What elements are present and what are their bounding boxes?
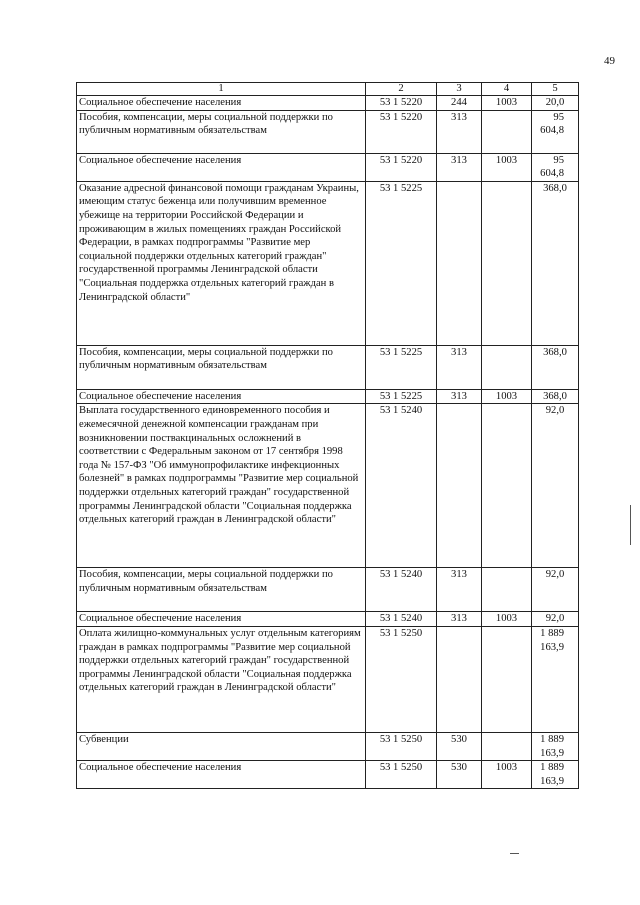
row-name-cell: Оплата жилищно-коммунальных услуг отдельным категориям граждан в рамках подпрограммы "Развитие мер социальной поддержки отдельных категорий граждан" государственной программы Ленинградской области "Социальная поддержка отдельных категорий граждан в Ленинградской области" <box>77 626 366 732</box>
row-expense-type-cell <box>437 404 482 568</box>
header-col-4: 4 <box>482 83 532 96</box>
row-amount-cell: 92,0 <box>532 568 579 612</box>
row-code-cell: 53 1 5225 <box>366 389 437 404</box>
row-name-cell: Пособия, компенсации, меры социальной поддержки по публичным нормативным обязательствам <box>77 110 366 153</box>
row-expense-type-cell <box>437 626 482 732</box>
table-body <box>77 96 579 789</box>
row-name-cell: Оказание адресной финансовой помощи гражданам Украины, имеющим статус беженца или получившим временное убежище на территории Российской Федерации и проживающим в жилых помещениях граждан Российской Федерации, в рамках подпрограммы "Развитие мер социальной поддержки отдельных категорий граждан" государственной программы Ленинградской области "Социальная поддержка отдельных категорий граждан в Ленинградской области" <box>77 181 366 345</box>
row-expense-type-cell: 313 <box>437 153 482 181</box>
row-section-cell <box>482 110 532 153</box>
table-row <box>77 612 579 627</box>
row-code-cell: 53 1 5220 <box>366 110 437 153</box>
row-name-cell: Социальное обеспечение населения <box>77 153 366 181</box>
row-section-cell <box>482 345 532 389</box>
row-code-cell: 53 1 5250 <box>366 626 437 732</box>
table-row <box>77 626 579 732</box>
row-amount-cell: 368,0 <box>532 389 579 404</box>
row-expense-type-cell <box>437 181 482 345</box>
row-name-cell: Выплата государственного единовременного пособия и ежемесячной денежной компенсации гражданам при возникновении поствакцинальных осложнений в соответствии с Федеральным законом от 17 сентября 1998 года № 157-ФЗ "Об иммунопрофилактике инфекционных болезней" в рамках подпрограммы "Развитие мер социальной поддержки отдельных категорий граждан" государственной программы Ленинградской области "Социальная поддержка отдельных категорий граждан в Ленинградской области" <box>77 404 366 568</box>
row-expense-type-cell: 313 <box>437 568 482 612</box>
row-section-cell: 1003 <box>482 389 532 404</box>
budget-table <box>76 82 579 789</box>
row-name-cell: Социальное обеспечение населения <box>77 389 366 404</box>
row-name-cell: Социальное обеспечение населения <box>77 761 366 789</box>
row-code-cell: 53 1 5240 <box>366 568 437 612</box>
row-amount-cell: 1 889 163,9 <box>532 626 579 732</box>
row-code-cell: 53 1 5250 <box>366 732 437 760</box>
row-section-cell: 1003 <box>482 153 532 181</box>
row-code-cell: 53 1 5220 <box>366 153 437 181</box>
row-amount-cell: 1 889 163,9 <box>532 732 579 760</box>
row-name-cell: Социальное обеспечение населения <box>77 612 366 627</box>
row-code-cell: 53 1 5225 <box>366 345 437 389</box>
row-amount-cell: 92,0 <box>532 404 579 568</box>
header-col-3: 3 <box>437 83 482 96</box>
header-col-2: 2 <box>366 83 437 96</box>
table-row <box>77 345 579 389</box>
row-expense-type-cell: 313 <box>437 389 482 404</box>
row-code-cell: 53 1 5220 <box>366 96 437 111</box>
row-amount-cell: 95 604,8 <box>532 153 579 181</box>
table-row <box>77 761 579 789</box>
row-section-cell <box>482 181 532 345</box>
row-expense-type-cell: 313 <box>437 345 482 389</box>
row-section-cell: 1003 <box>482 612 532 627</box>
row-expense-type-cell: 313 <box>437 612 482 627</box>
row-section-cell: 1003 <box>482 761 532 789</box>
row-name-cell: Пособия, компенсации, меры социальной поддержки по публичным нормативным обязательствам <box>77 345 366 389</box>
row-section-cell <box>482 568 532 612</box>
table-row <box>77 181 579 345</box>
row-section-cell <box>482 732 532 760</box>
row-expense-type-cell: 530 <box>437 761 482 789</box>
row-section-cell: 1003 <box>482 96 532 111</box>
row-expense-type-cell: 244 <box>437 96 482 111</box>
table-row <box>77 404 579 568</box>
row-amount-cell: 92,0 <box>532 612 579 627</box>
header-col-5: 5 <box>532 83 579 96</box>
row-amount-cell: 95 604,8 <box>532 110 579 153</box>
table-row <box>77 568 579 612</box>
row-amount-cell: 368,0 <box>532 181 579 345</box>
row-code-cell: 53 1 5240 <box>366 404 437 568</box>
table-row <box>77 389 579 404</box>
row-name-cell: Социальное обеспечение населения <box>77 96 366 111</box>
row-section-cell <box>482 404 532 568</box>
row-amount-cell: 1 889 163,9 <box>532 761 579 789</box>
row-amount-cell: 20,0 <box>532 96 579 111</box>
table-row <box>77 732 579 760</box>
row-code-cell: 53 1 5225 <box>366 181 437 345</box>
scan-mark <box>510 853 519 854</box>
page-number: 49 <box>604 55 615 67</box>
row-code-cell: 53 1 5240 <box>366 612 437 627</box>
row-section-cell <box>482 626 532 732</box>
row-expense-type-cell: 313 <box>437 110 482 153</box>
table-row <box>77 110 579 153</box>
table-row <box>77 96 579 111</box>
table-header-row <box>77 83 579 96</box>
row-name-cell: Субвенции <box>77 732 366 760</box>
row-name-cell: Пособия, компенсации, меры социальной поддержки по публичным нормативным обязательствам <box>77 568 366 612</box>
row-code-cell: 53 1 5250 <box>366 761 437 789</box>
row-amount-cell: 368,0 <box>532 345 579 389</box>
scan-mark <box>630 505 631 545</box>
table-row <box>77 153 579 181</box>
row-expense-type-cell: 530 <box>437 732 482 760</box>
header-col-1: 1 <box>77 83 366 96</box>
